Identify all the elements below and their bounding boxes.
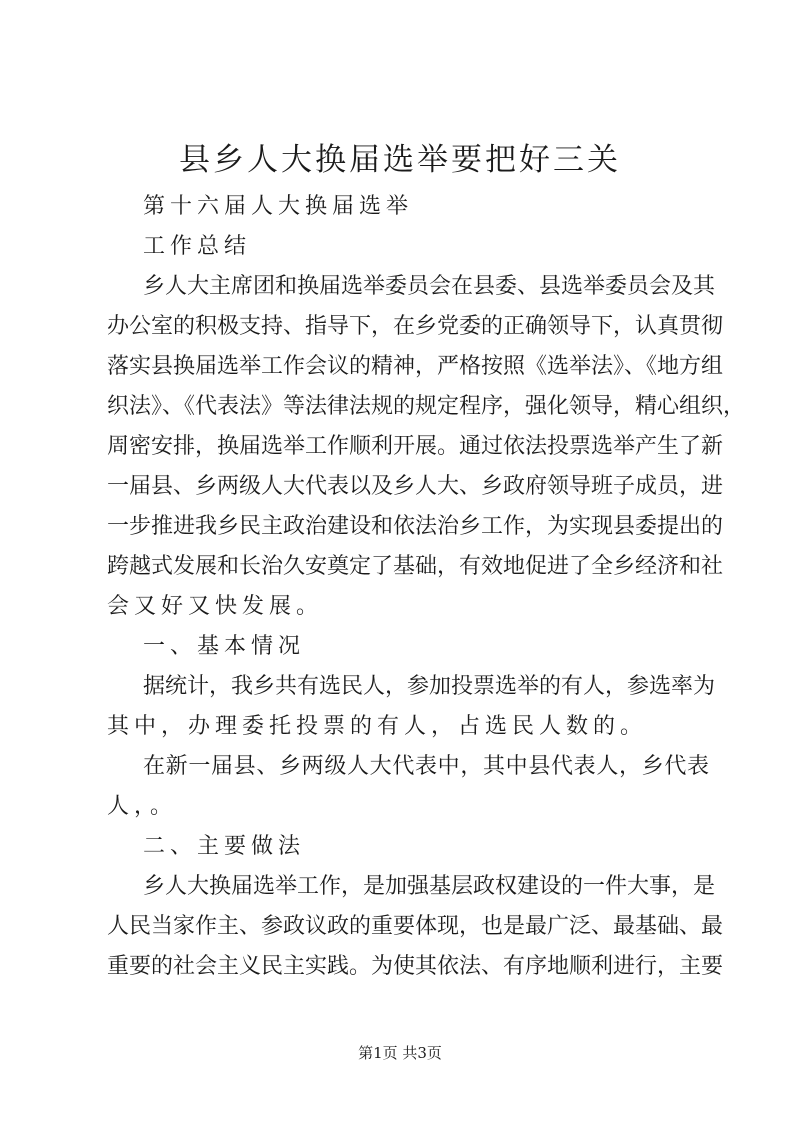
- text-line: 落实县换届选举工作会议的精神，严格按照《选举法》、《地方组: [107, 354, 724, 379]
- text-line: 人民当家作主、参政议政的重要体现，也是最广泛、最基础、最: [107, 914, 724, 939]
- text-line: 据统计，我乡共有选民人，参加投票选举的有人，参选率为: [143, 674, 716, 699]
- text-line: 第十六届人大换届选举: [143, 194, 414, 219]
- text-line: 一步推进我乡民主政治建设和依法治乡工作，为实现县委提出的: [107, 514, 724, 539]
- text-line: 工作总结: [143, 234, 252, 259]
- text-line: 周密安排，换届选举工作顺利开展。通过依法投票选举产生了新: [107, 434, 724, 459]
- text-line: 在新一届县、乡两级人大代表中，其中县代表人，乡代表: [143, 754, 709, 779]
- page-footer: 第1页 共3页: [358, 1044, 442, 1062]
- document-body: [107, 187, 746, 987]
- text-line: 重要的社会主义民主实践。为使其依法、有序地顺利进行，主要: [107, 954, 724, 979]
- text-line: 会又好又快发展。: [107, 594, 324, 619]
- text-line: 一、基本情况: [143, 634, 306, 659]
- text-line: 办公室的积极支持、指导下，在乡党委的正确领导下，认真贯彻: [107, 314, 724, 339]
- text-line: 二、主要做法: [143, 834, 306, 859]
- text-line: 一届县、乡两级人大代表以及乡人大、乡政府领导班子成员，进: [107, 474, 724, 499]
- document-title: 县乡人大换届选举要把好三关: [179, 142, 621, 178]
- text-line: 其中，办理委托投票的有人，占选民人数的。: [107, 714, 648, 739]
- text-line: 乡人大主席团和换届选举委员会在县委、县选举委员会及其: [143, 274, 716, 299]
- text-line: 人，。: [107, 794, 178, 819]
- text-line: 织法》、《代表法》等法律法规的规定程序，强化领导，精心组织，: [107, 394, 746, 419]
- text-line: 跨越式发展和长治久安奠定了基础，有效地促进了全乡经济和社: [107, 554, 724, 579]
- text-line: 乡人大换届选举工作，是加强基层政权建设的一件大事，是: [143, 874, 716, 899]
